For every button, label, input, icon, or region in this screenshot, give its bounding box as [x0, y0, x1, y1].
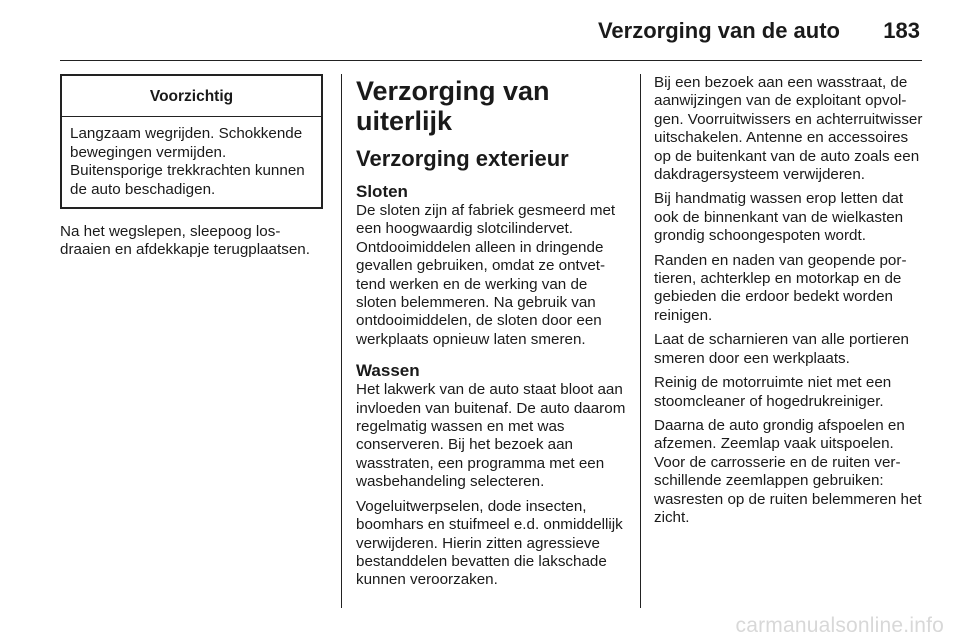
section-heading: Verzorging van uiterlijk	[356, 76, 550, 136]
caution-text: Langzaam wegrijden. Schokkende bewegingen vermijden. Buitensporige trekkrachten kunnen de auto beschadigen.	[70, 125, 305, 198]
page-number: 183	[883, 18, 920, 43]
paragraph: Reinig de motorruimte niet met een stoomcleaner of hogedrukreiniger.	[654, 374, 892, 410]
column-divider-right	[640, 74, 641, 608]
column-divider-left	[341, 74, 342, 608]
subsection-heading: Verzorging exterieur	[356, 146, 569, 171]
column-left	[60, 74, 325, 266]
running-header-title: Verzorging van de auto	[597, 18, 840, 43]
locks-text: De sloten zijn af fabriek gesmeerd met een hoogwaardig slotcilindervet. Ontdooimiddelen alleen in dringende gevallen gebruiken, omdat ze ontvettend werken en de werking van de sloten belemmeren. Na gebruik van ontdooimiddelen, de sloten door een werkplaats opnieuw laten smeren.	[356, 202, 616, 348]
paragraph: Bij handmatig wassen erop letten dat ook de binnenkant van de wielkasten grondig schoongespoten wordt.	[654, 190, 904, 245]
header-rule	[60, 60, 922, 61]
towing-note: Na het wegslepen, sleepoog losdraaien en afdekkapje terugplaatsen.	[60, 223, 310, 259]
paragraph: Daarna de auto grondig afspoelen en afzemen. Zeemlap vaak uitspoelen. Voor de carrosserie en de ruiten verschillende zeemlappen gebruiken: wasresten op de ruiten belemmeren het zicht.	[654, 416, 922, 526]
paragraph: Laat de scharnieren van alle portieren smeren door een werkplaats.	[654, 331, 909, 367]
caution-box	[60, 74, 323, 209]
locks-heading: Sloten	[356, 182, 408, 201]
washing-text-2: Vogeluitwerpselen, dode insecten, boomhars en stuifmeel e.d. onmiddellijk verwijderen. Hierin zitten agressieve bestanddelen bevatten die lakschade kunnen veroorzaken.	[356, 497, 623, 589]
column-right	[654, 74, 924, 533]
column-middle	[356, 74, 626, 596]
paragraph: Bij een bezoek aan een wasstraat, de aanwijzingen van de exploitant opvolgen. Voorruitwissers en achterruitwisser uitschakelen. Antenne en accessoires op de buitenkant van de auto zoals een dakdragersysteem verwijderen.	[654, 74, 923, 184]
caution-title: Voorzichtig	[62, 76, 321, 117]
watermark: carmanualsonline.info	[735, 614, 944, 637]
washing-heading: Wassen	[356, 361, 420, 381]
washing-text-1: Het lakwerk van de auto staat bloot aan invloeden van buitenaf. De auto daarom regelmatig wassen en met was conserveren. Bij het bezoek aan wasstraten, een programma met een wasbehandeling selecteren.	[356, 381, 626, 491]
paragraph: Randen en naden van geopende portieren, achterklep en motorkap en de gebieden die erdoor bedekt worden reinigen.	[654, 251, 907, 324]
